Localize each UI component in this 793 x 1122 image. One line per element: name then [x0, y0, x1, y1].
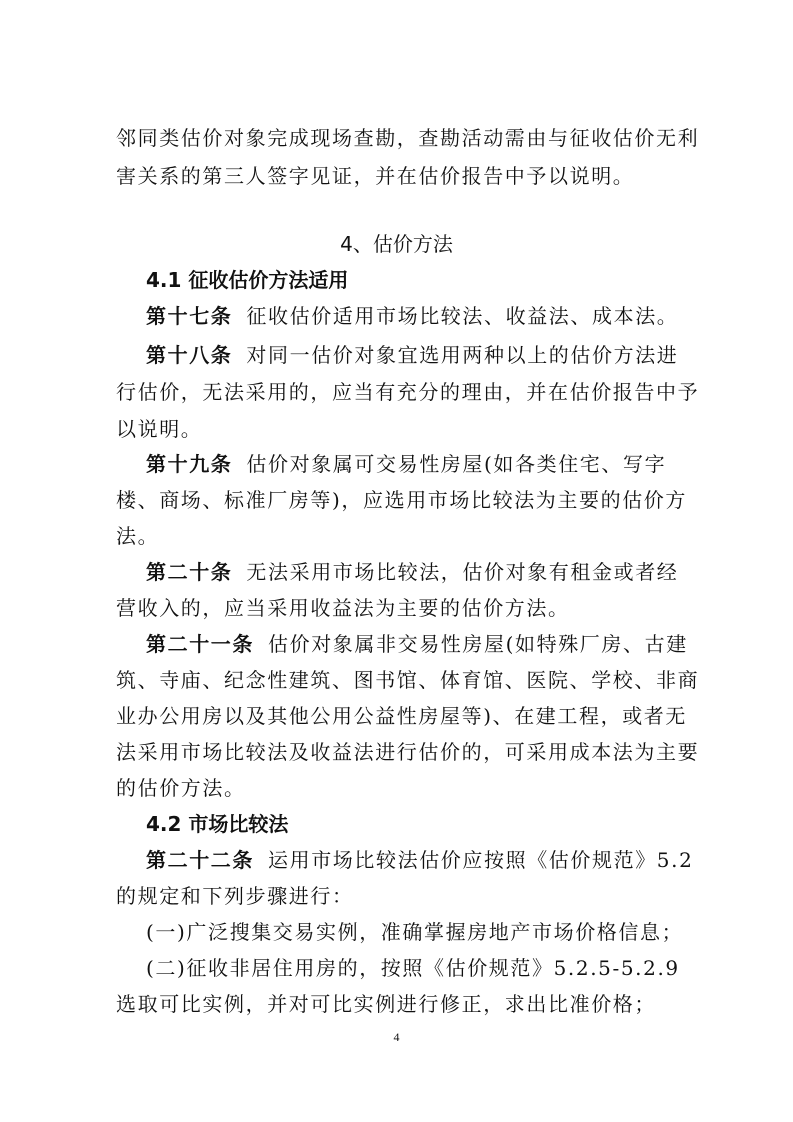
list-item: (二)征收非居住用房的，按照《估价规范》5.2.5-5.2.9 — [146, 956, 680, 980]
paragraph-line: 法采用市场比较法及收益法进行估价的，可采用成本法为主要 — [116, 740, 700, 764]
article-title: 第二十条 — [146, 560, 233, 584]
paragraph-line: 选取可比实例，并对可比实例进行修正，求出比准价格； — [116, 992, 656, 1016]
article-22 — [146, 842, 694, 878]
article-text: 对同一估价对象宜选用两种以上的估价方法进 — [246, 343, 679, 367]
article-title: 第十九条 — [146, 452, 233, 476]
paragraph-line: 以说明。 — [116, 417, 203, 441]
section-title: 4、估价方法 — [340, 232, 453, 256]
article-text: 无法采用市场比较法，估价对象有租金或者经 — [246, 560, 679, 584]
article-title: 第二十二条 — [146, 848, 254, 872]
page-number: 4 — [393, 1030, 400, 1044]
article-title: 第十八条 — [146, 343, 233, 367]
article-19 — [146, 446, 676, 482]
article-title: 第十七条 — [146, 304, 233, 328]
article-21 — [146, 626, 688, 662]
article-text: 估价对象属非交易性房屋(如特殊厂房、古建 — [268, 632, 688, 656]
article-title: 第二十一条 — [146, 632, 254, 656]
paragraph-line: 行估价，无法采用的，应当有充分的理由，并在估价报告中予 — [116, 380, 700, 404]
paragraph-line: 法。 — [116, 524, 160, 548]
paragraph-line: 筑、寺庙、纪念性建筑、图书馆、体育馆、医院、学校、非商 — [116, 668, 700, 692]
paragraph-line: 楼、商场、标准厂房等)，应选用市场比较法为主要的估价方 — [116, 488, 688, 512]
article-text: 估价对象属可交易性房屋(如各类住宅、写字 — [246, 452, 667, 476]
paragraph-line: 害关系的第三人签字见证，并在估价报告中予以说明。 — [116, 164, 635, 188]
list-item: (一)广泛搜集交易实例，准确掌握房地产市场价格信息； — [146, 920, 684, 944]
subsection-title: 4.1 征收估价方法适用 — [146, 268, 349, 292]
article-text: 征收估价适用市场比较法、收益法、成本法。 — [246, 304, 679, 328]
paragraph-line: 邻同类估价对象完成现场查勘，查勘活动需由与征收估价无利 — [116, 126, 700, 150]
paragraph-line: 的估价方法。 — [116, 776, 246, 800]
paragraph-line: 的规定和下列步骤进行： — [116, 884, 354, 908]
article-20 — [146, 554, 679, 590]
article-17 — [146, 298, 679, 334]
article-18 — [146, 337, 679, 373]
article-text: 运用市场比较法估价应按照《估价规范》5.2 — [268, 848, 694, 872]
paragraph-line: 业办公用房以及其他公用公益性房屋等)、在建工程，或者无 — [116, 704, 688, 728]
paragraph-line: 营收入的，应当采用收益法为主要的估价方法。 — [116, 596, 570, 620]
subsection-title: 4.2 市场比较法 — [146, 812, 289, 836]
